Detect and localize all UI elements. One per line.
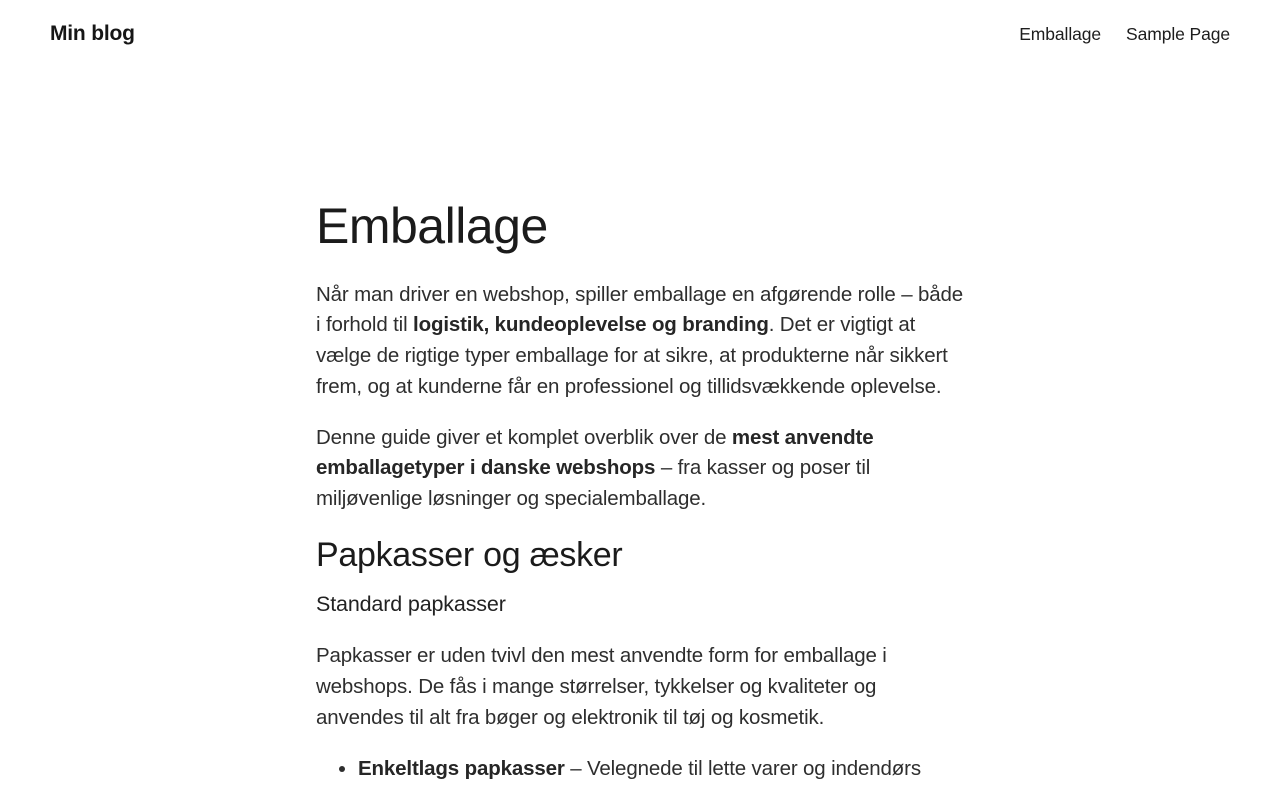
site-header [0, 0, 1280, 46]
section-heading-papkasser: Papkasser og æsker [316, 535, 623, 574]
nav-item-sample-page[interactable]: Sample Page [1126, 23, 1230, 44]
main-content [316, 198, 964, 784]
section-paragraph: Papkasser er uden tvivl den mest anvendte form for emballage i webshops. De fås i mange størrelser, tykkelser og kvaliteter og anvendes til alt fra bøger og elektronik til tøj og kosmetik. [316, 644, 887, 729]
packaging-type-list [316, 754, 964, 785]
article-emballage [316, 198, 964, 784]
primary-navigation [1019, 24, 1230, 45]
site-title-link[interactable]: Min blog [50, 22, 135, 45]
sub-heading-standard-papkasser: Standard papkasser [316, 591, 506, 616]
intro-paragraph-1: Når man driver en webshop, spiller emballage en afgørende rolle – både i forhold til logistik, kundeoplevelse og branding. Det er vigtigt at vælge de rigtige typer emballage for at sikre, at produkterne når sikkert frem, og at kunderne får en professionel og tillidsvækkende oplevelse. [316, 282, 964, 398]
list-item: • Enkeltlags papkasser – Velegnede til lette varer og indendørs [358, 754, 964, 785]
page-title: Emballage [316, 198, 548, 254]
intro-paragraph-2: Denne guide giver et komplet overblik over de mest anvendte emballagetyper i danske webshops – fra kasser og poser til miljøvenlige løsninger og specialemballage. [316, 425, 874, 510]
nav-item-emballage[interactable]: Emballage [1019, 23, 1102, 44]
